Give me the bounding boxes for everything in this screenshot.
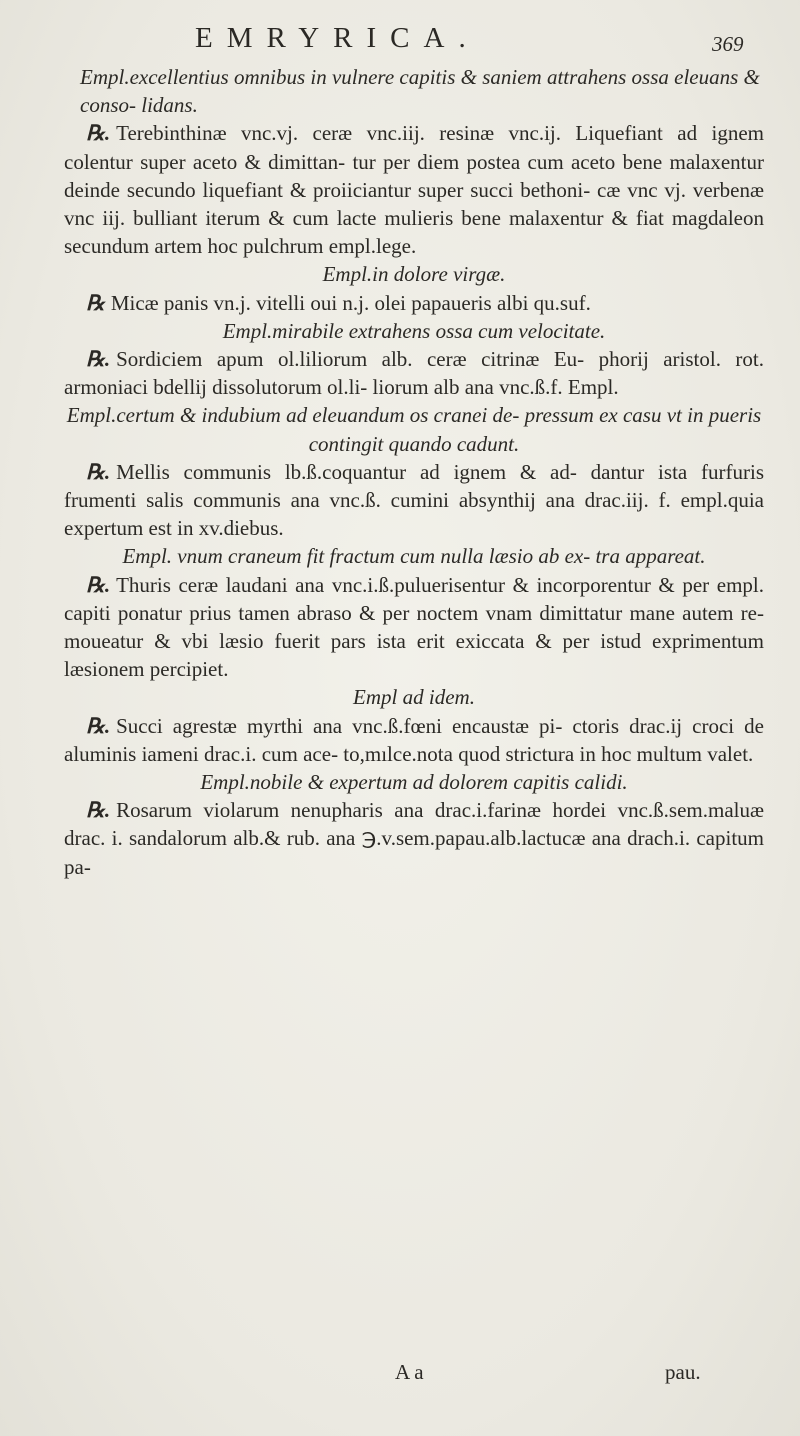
signature-mark: A a — [395, 1360, 424, 1384]
running-head-title: EMRYRICA. — [195, 22, 480, 54]
recipe-text: Sordiciem apum ol.liliorum alb. ceræ citrinæ Eu- phorij aristol. rot. armoniaci bdellij dissolutorum ol.li- liorum alb ana vnc.ß.f. Empl. — [64, 347, 764, 400]
recipe-text: Mellis communis lb.ß.coquantur ad ignem & ad- dantur ista furfuris frumenti salis communis ana vnc.ß. cumini absynthij ana drac.iij. f. empl.quia expertum est in xv.diebus. — [64, 459, 764, 541]
recipe-heading: Empl.excellentius omnibus in vulnere capitis & saniem attrahens ossa eleuans & conso- lidans. — [80, 65, 760, 118]
recipe-paragraph — [64, 712, 764, 768]
recipe-heading: Empl.mirabile extrahens ossa cum velocitate. — [222, 318, 606, 343]
catchword: pau. — [665, 1360, 701, 1384]
recipe-paragraph — [64, 458, 764, 543]
recipe-paragraph — [64, 796, 764, 881]
recipe-symbol: ℞. — [86, 798, 111, 823]
recipe-heading: Empl.in dolore virgæ. — [322, 262, 506, 287]
recipe-symbol: ℞ — [86, 290, 105, 315]
recipe-paragraph — [64, 289, 764, 317]
recipe-heading: Empl.nobile & expertum ad dolorem capitis calidi. — [200, 770, 628, 795]
recipe-text: Terebinthinæ vnc.vj. ceræ vnc.iij. resinæ vnc.ij. Liquefiant ad ignem colentur super aceto & dimittan- tur per diem postea cum aceto bene malaxentur deinde secundo liquefiant & proiiciantur super succi bethoni- cæ vnc vj. verbenæ vnc iij. bulliant iterum & cum lacte mulieris bene malaxentur & fiat magdaleon secundum artem hoc pulchrum empl.lege. — [64, 121, 764, 259]
page-text — [64, 63, 764, 881]
recipe-paragraph — [64, 571, 764, 684]
recipe-heading: Empl.certum & indubium ad eleuandum os cranei de- pressum ex casu vt in pueris contingit quando cadunt. — [66, 403, 762, 456]
recipe-heading: Empl. vnum craneum fit fractum cum nulla læsio ab ex- tra appareat. — [122, 544, 706, 569]
page-footer — [0, 1360, 800, 1390]
recipe-heading: Empl ad idem. — [353, 685, 475, 710]
recipe-symbol: ℞. — [86, 572, 111, 597]
recipe-text: Rosarum violarum nenupharis ana drac.i.farinæ hordei vnc.ß.sem.maluæ drac. i. sandalorum alb.& rub. ana ℈.v.sem.papau.alb.lactucæ ana drach.i. capitum pa- — [64, 798, 764, 879]
recipe-text: Micæ panis vn.j. vitelli oui n.j. olei papaueris albi qu.suf. — [110, 290, 591, 315]
recipe-symbol: ℞. — [86, 347, 111, 372]
recipe-symbol: ℞. — [86, 121, 111, 146]
recipe-symbol: ℞. — [86, 459, 111, 484]
running-head — [0, 22, 800, 62]
page-number: 369 — [712, 32, 744, 56]
recipe-paragraph — [64, 345, 764, 401]
recipe-paragraph — [64, 119, 764, 260]
recipe-text: Thuris ceræ laudani ana vnc.i.ß.puluerisentur & incorporentur & per empl. capiti ponatur prius tamen abraso & per noctem vnam dimittatur mane autem re- moueatur & vbi læsio fuerit pars ista erit exiccata & per istud exprimentum læsionem percipiet. — [64, 572, 764, 682]
recipe-text: Succi agrestæ myrthi ana vnc.ß.fœni encaustæ pi- ctoris drac.ij croci de aluminis iameni drac.i. cum ace- to,mılce.nota quod strictura in hoc multum valet. — [64, 713, 764, 766]
recipe-symbol: ℞. — [86, 713, 111, 738]
